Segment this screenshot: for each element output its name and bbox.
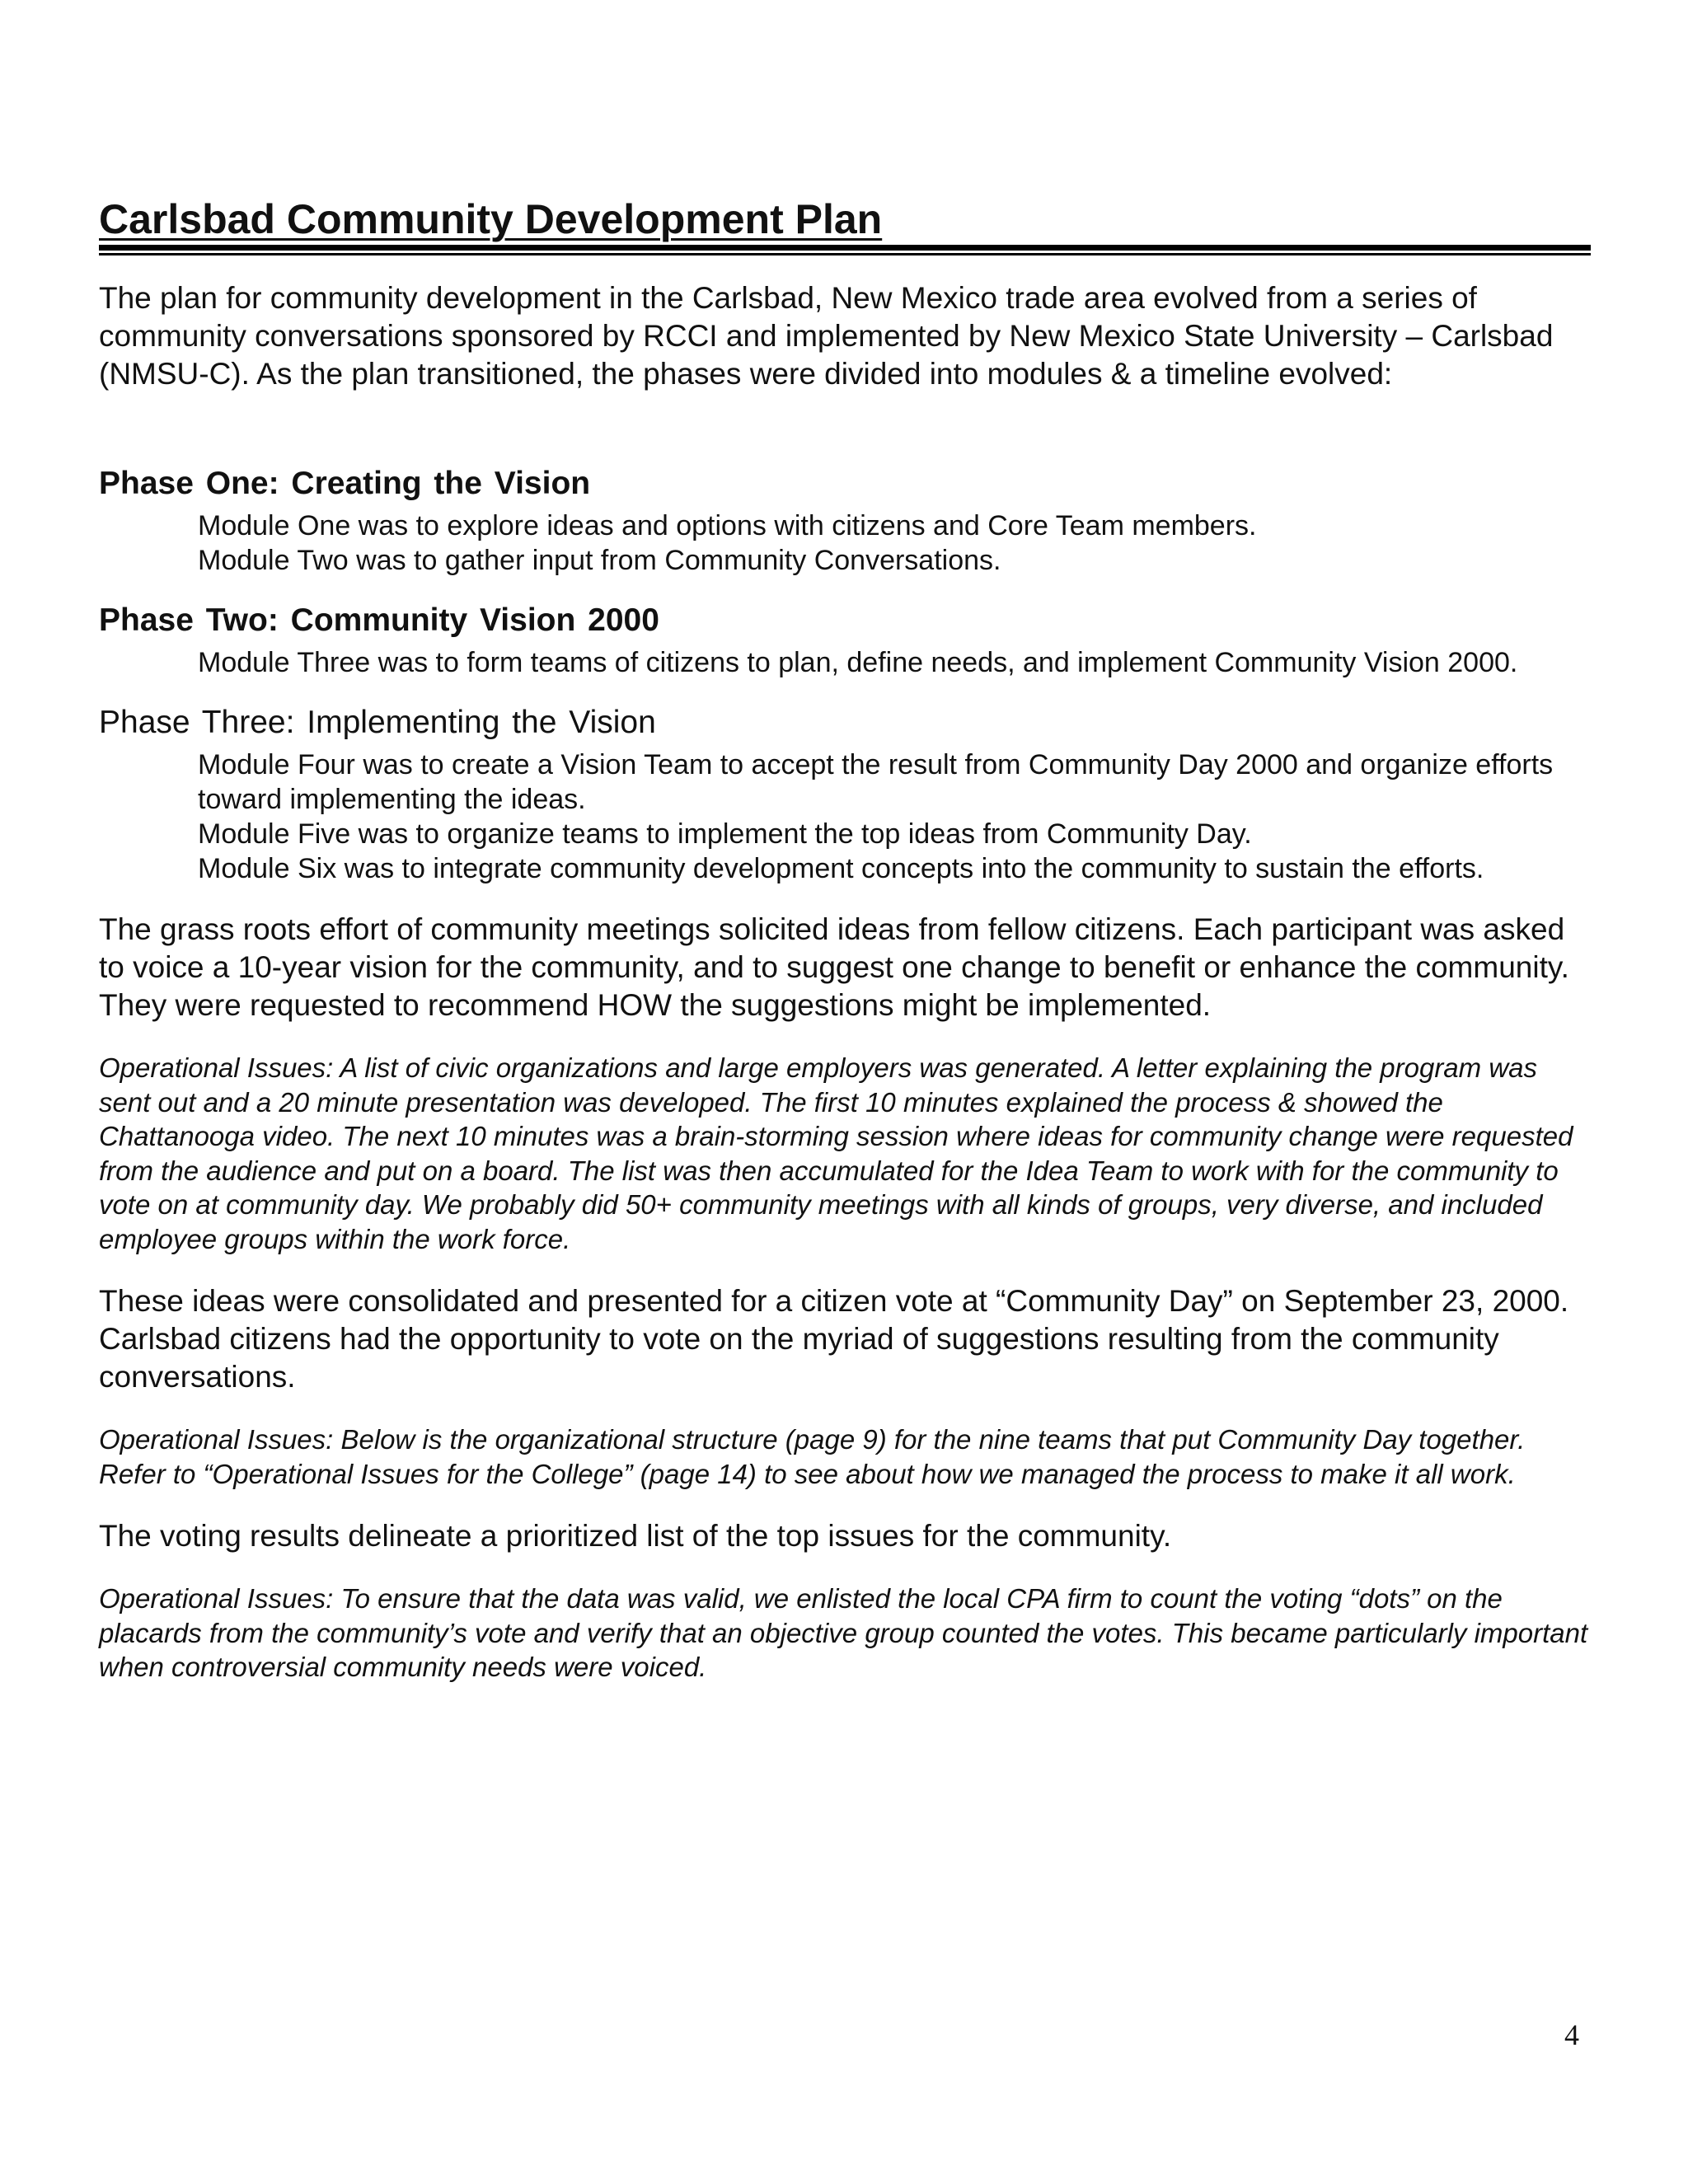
phase-three-heading: Phase Three: Implementing the Vision [99, 705, 656, 740]
page-number: 4 [1564, 2018, 1579, 2051]
grass-roots-paragraph: The grass roots effort of community meetings solicited ideas from fellow citizens. Each participant was asked to voice a 10-year vision for the community, and to suggest one change to benefit or enhance the community. They were requested to recommend HOW the suggestions might be implemented. [99, 912, 1569, 1022]
module-three: Module Three was to form teams of citizens to plan, define needs, and implement Community Vision 2000. [198, 647, 1518, 678]
module-one: Module One was to explore ideas and options with citizens and Core Team members. [198, 510, 1257, 541]
intro-paragraph: The plan for community development in the Carlsbad, New Mexico trade area evolved from a series of community conversations sponsored by RCCI and implemented by New Mexico State University – Carlsbad (NMSU-C). As the plan transitioned, the phases were divided into modules & a timeline evolved: [99, 281, 1554, 391]
phase-one-heading: Phase One: Creating the Vision [99, 466, 591, 501]
community-day-paragraph: These ideas were consolidated and presented for a citizen vote at “Community Day” on September 23, 2000. Carlsbad citizens had the opportunity to vote on the myriad of suggestions resulting from the community conversations. [99, 1284, 1569, 1394]
title-double-rule [99, 245, 1591, 256]
module-five: Module Five was to organize teams to implement the top ideas from Community Day. [198, 818, 1252, 850]
module-two: Module Two was to gather input from Community Conversations. [198, 545, 1001, 576]
phase-two-heading: Phase Two: Community Vision 2000 [99, 602, 659, 638]
operational-issues-3: Operational Issues: To ensure that the data was valid, we enlisted the local CPA firm to count the voting “dots” on the placards from the community’s vote and verify that an objective group counted the votes. This became particularly important when controversial community needs were voiced. [99, 1583, 1588, 1682]
module-four: Module Four was to create a Vision Team to accept the result from Community Day 2000 and organize efforts toward implementing the ideas. [198, 749, 1554, 815]
title-rule-thin [99, 253, 1591, 255]
module-six: Module Six was to integrate community development concepts into the community to sustain the efforts. [198, 853, 1484, 884]
document-title: Carlsbad Community Development Plan [99, 196, 883, 242]
document-page [99, 194, 1591, 1685]
title-rule-thick [99, 245, 1591, 251]
operational-issues-1: Operational Issues: A list of civic organizations and large employers was generated. A letter explaining the program was sent out and a 20 minute presentation was developed. The first 10 minutes explained the process & showed the Chattanooga video. The next 10 minutes was a brain-storming session where ideas for community change were requested from the audience and put on a board. The list was then accumulated for the Idea Team to work with for the community to vote on at community day. We probably did 50+ community meetings with all kinds of groups, very diverse, and included employee groups within the work force. [99, 1052, 1573, 1254]
voting-results-paragraph: The voting results delineate a prioritized list of the top issues for the community. [99, 1519, 1172, 1553]
operational-issues-2: Operational Issues: Below is the organizational structure (page 9) for the nine teams that put Community Day together. Refer to “Operational Issues for the College” (page 14) to see about how we managed the process to make it all work. [99, 1424, 1526, 1489]
